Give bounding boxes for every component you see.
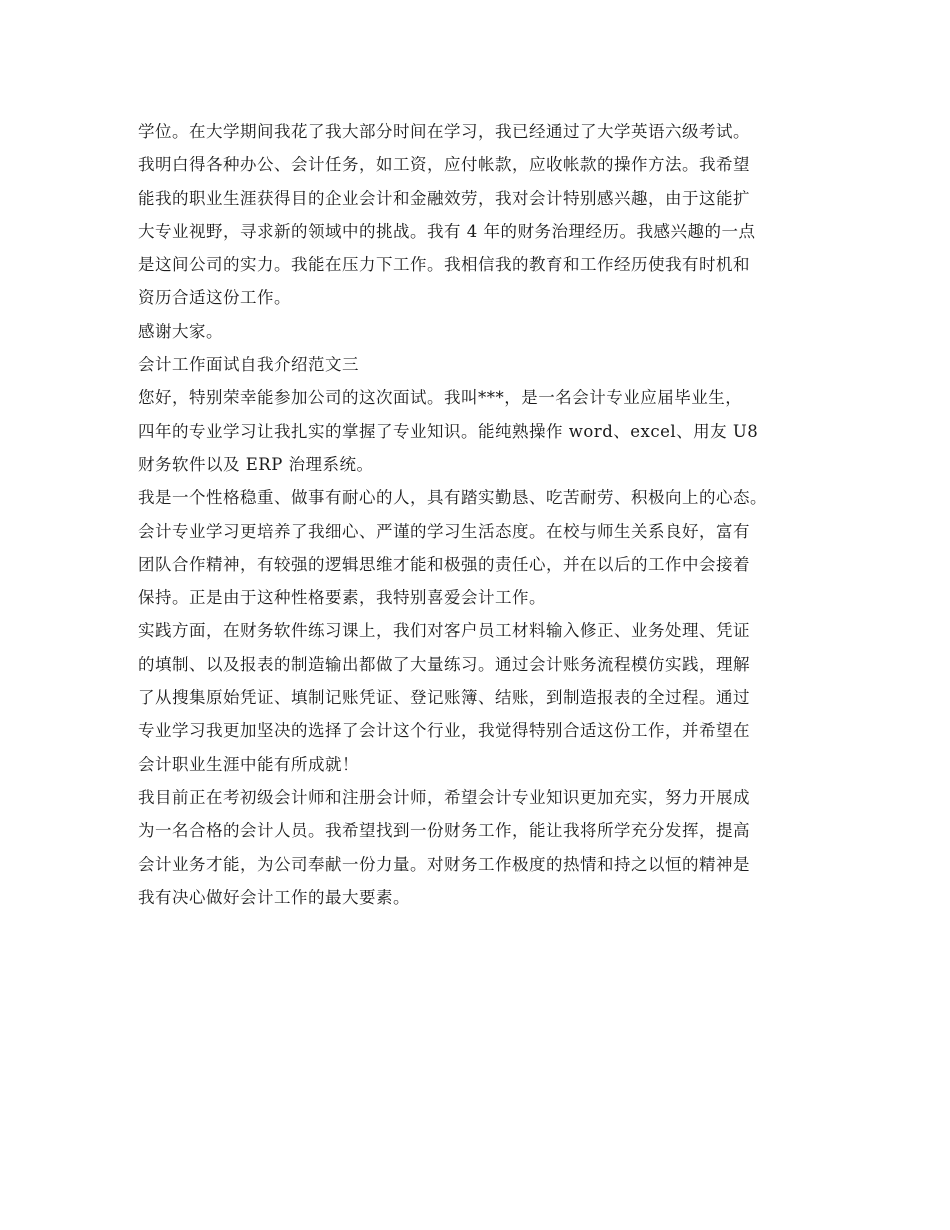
text-line: 四年的专业学习让我扎实的掌握了专业知识。能纯熟操作 word、excel、用友 U8 [138,421,759,441]
text-line: 的填制、以及报表的制造输出都做了大量练习。通过会计账务流程模仿实践，理解 [138,654,750,674]
text-line: 了从搜集原始凭证、填制记账凭证、登记账簿、结账，到制造报表的全过程。通过 [138,688,750,708]
text-line: 会计专业学习更培养了我细心、严谨的学习生活态度。在校与师生关系良好，富有 [138,521,750,541]
document-body [138,115,838,914]
text-line: 大专业视野，寻求新的领域中的挑战。我有 4 年的财务治理经历。我感兴趣的一点 [138,221,756,241]
text-line: 会计职业生涯中能有所成就！ [138,754,359,774]
text-line: 资历合适这份工作。 [138,288,291,308]
text-line: 感谢大家。 [138,321,223,341]
text-line: 专业学习我更加坚决的选择了会计这个行业，我觉得特别合适这份工作，并希望在 [138,721,750,741]
text-line: 我目前正在考初级会计师和注册会计师，希望会计专业知识更加充实，努力开展成 [138,787,750,807]
text-line: 是这间公司的实力。我能在压力下工作。我相信我的教育和工作经历使我有时机和 [138,255,750,275]
text-line: 学位。在大学期间我花了我大部分时间在学习，我已经通过了大学英语六级考试。 [138,122,750,141]
text-line: 为一名合格的会计人员。我希望找到一份财务工作，能让我将所学充分发挥，提高 [138,821,750,841]
text-line: 财务软件以及 ERP 治理系统。 [138,454,374,474]
text-line: 能我的职业生涯获得目的企业会计和金融效劳，我对会计特别感兴趣，由于这能扩 [138,188,750,208]
section-heading: 会计工作面试自我介绍范文三 [138,355,359,375]
text-line: 我明白得各种办公、会计任务，如工资，应付帐款，应收帐款的操作方法。我希望 [138,155,750,175]
text-line: 您好，特别荣幸能参加公司的这次面试。我叫***，是一名会计专业应届毕业生， [138,388,743,408]
text-line: 我是一个性格稳重、做事有耐心的人，具有踏实勤恳、吃苦耐劳、积极向上的心态。 [138,488,767,508]
text-line: 我有决心做好会计工作的最大要素。 [138,887,410,907]
text-line: 团队合作精神，有较强的逻辑思维才能和极强的责任心，并在以后的工作中会接着 [138,554,750,574]
text-line: 保持。正是由于这种性格要素，我特别喜爱会计工作。 [138,588,546,608]
text-line: 会计业务才能，为公司奉献一份力量。对财务工作极度的热情和持之以恒的精神是 [138,854,750,874]
text-line: 实践方面，在财务软件练习课上，我们对客户员工材料输入修正、业务处理、凭证 [138,621,750,641]
